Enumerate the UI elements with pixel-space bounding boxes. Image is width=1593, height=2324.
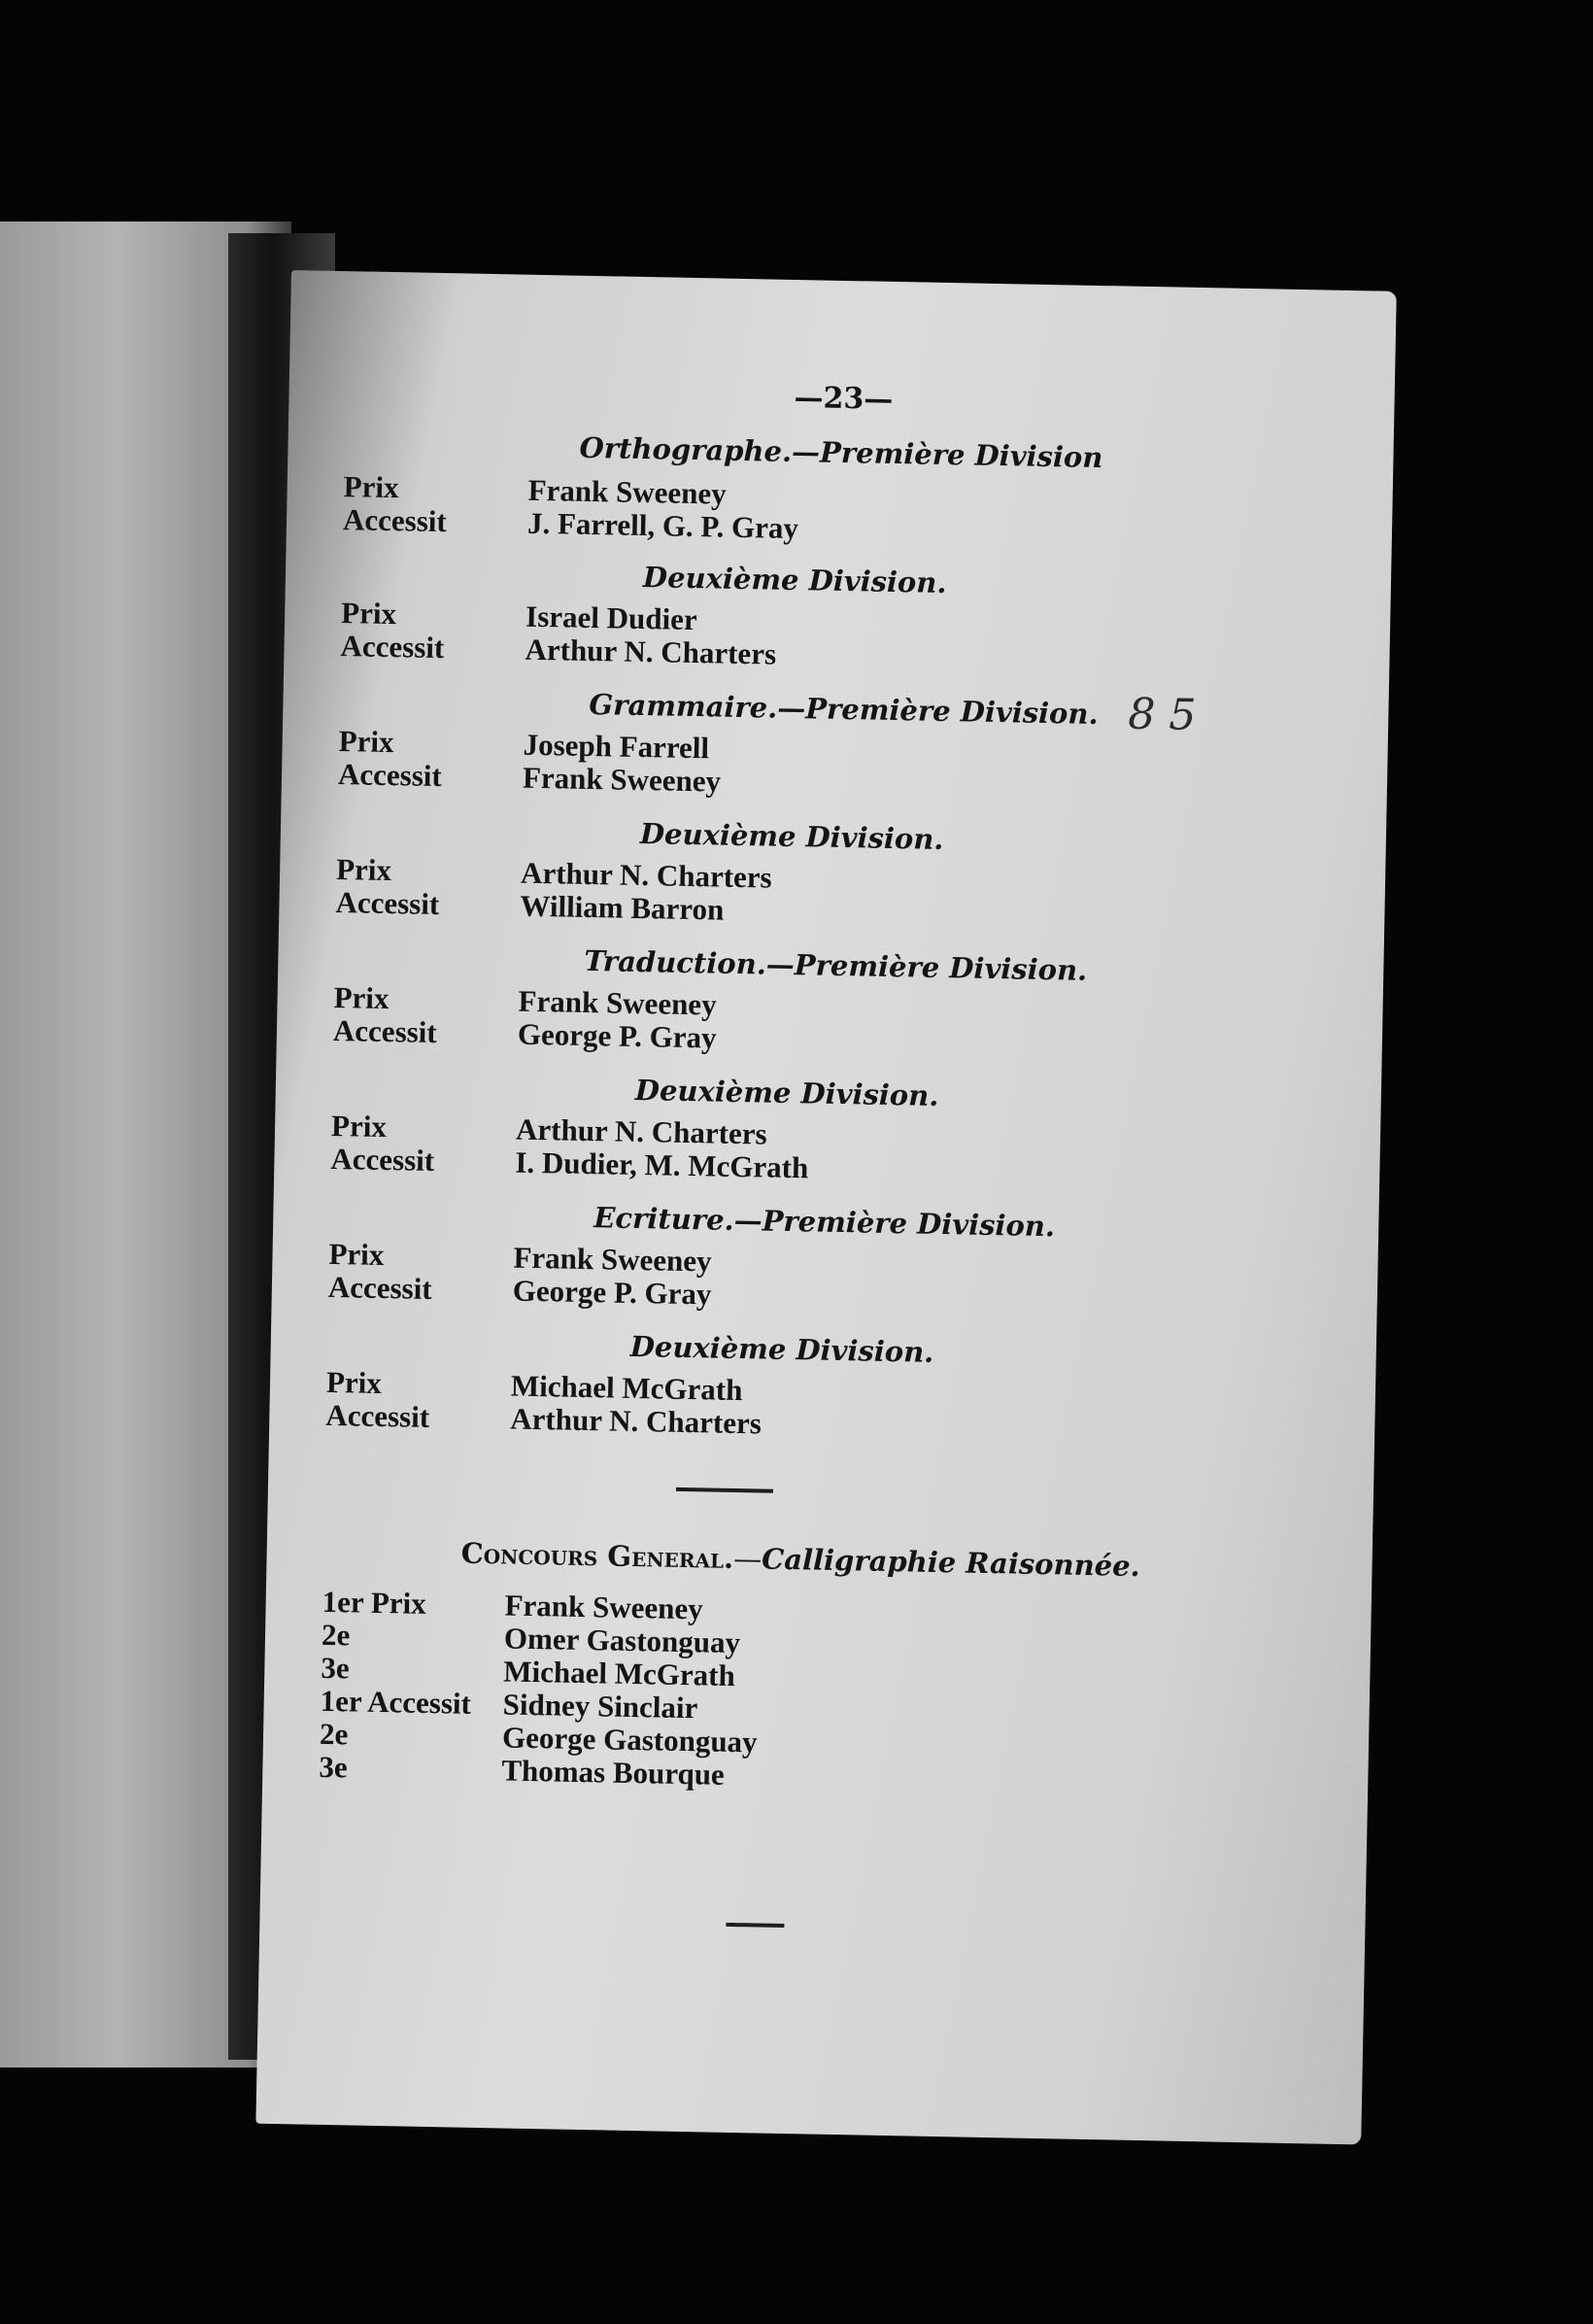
concours-heading (460, 1537, 1140, 1583)
concours-rank: 3e (319, 1749, 349, 1785)
award-names: Joseph Farrell (523, 727, 710, 766)
concours-title: Concours General. (460, 1536, 734, 1575)
section-heading: Deuxième Division. (639, 817, 944, 856)
award-names: William Barron (520, 888, 725, 927)
award-names: Frank Sweeney (522, 760, 722, 799)
award-label: Prix (328, 1236, 385, 1273)
award-names: Arthur N. Charters (520, 855, 773, 895)
section-heading: Deuxième Division. (642, 561, 947, 600)
award-names: Arthur N. Charters (515, 1111, 767, 1151)
award-names: Arthur N. Charters (525, 632, 777, 671)
concours-rank: 3e (321, 1650, 350, 1686)
award-label: Prix (335, 852, 392, 888)
concours-name: George Gastonguay (501, 1720, 758, 1760)
award-label: Accessit (327, 1269, 432, 1306)
section-heading: Grammaire.—Première Division. (589, 687, 1099, 732)
award-names: Israel Dudier (525, 598, 698, 637)
award-names: George P. Gray (512, 1273, 712, 1312)
award-label: Prix (343, 469, 399, 505)
page-number: —23— (794, 380, 894, 417)
document-page (255, 270, 1396, 2144)
award-label: Accessit (342, 502, 448, 539)
section-heading: Traduction.—Première Division. (584, 943, 1088, 987)
award-label: Prix (325, 1364, 383, 1400)
concours-rank: 2e (321, 1617, 351, 1653)
concours-dash: — (732, 1541, 763, 1576)
concours-name: Omer Gastonguay (503, 1621, 741, 1660)
award-names: Frank Sweeney (513, 1240, 712, 1279)
award-label: Accessit (340, 629, 445, 666)
award-names: Michael McGrath (510, 1368, 743, 1408)
concours-name: Thomas Bourque (501, 1753, 726, 1792)
award-names: I. Dudier, M. McGrath (515, 1145, 809, 1185)
section-heading: Ecriture.—Première Division. (593, 1201, 1056, 1244)
award-label: Prix (338, 724, 394, 760)
award-names: Arthur N. Charters (510, 1401, 763, 1441)
concours-name: Michael McGrath (503, 1654, 736, 1693)
award-label: Accessit (332, 1012, 438, 1050)
concours-rank: 2e (319, 1716, 349, 1752)
award-label: Prix (340, 596, 397, 632)
concours-name: Sidney Sinclair (502, 1687, 698, 1726)
section-heading: Deuxième Division. (634, 1073, 939, 1112)
award-label: Accessit (335, 884, 440, 922)
award-names: J. Farrell, G. P. Gray (526, 505, 799, 546)
concours-rank: 1er Accessit (320, 1683, 472, 1721)
award-names: Frank Sweeney (518, 983, 717, 1022)
end-divider (726, 1923, 784, 1928)
award-label: Accessit (337, 757, 443, 794)
section-heading: Deuxième Division. (629, 1329, 934, 1369)
section-divider (676, 1487, 773, 1493)
handwritten-margin-note: 8 5 (1127, 689, 1197, 740)
concours-subtitle: Calligraphie Raisonnée. (761, 1542, 1141, 1584)
concours-name: Frank Sweeney (504, 1588, 704, 1626)
award-label: Accessit (330, 1141, 435, 1178)
award-label: Prix (333, 979, 390, 1016)
section-heading: Orthographe.—Première Division (579, 430, 1103, 475)
award-label: Accessit (325, 1397, 430, 1434)
award-names: George P. Gray (517, 1016, 717, 1055)
concours-rank: 1er Prix (322, 1584, 427, 1621)
award-names: Frank Sweeney (527, 472, 728, 511)
award-label: Prix (330, 1108, 388, 1145)
